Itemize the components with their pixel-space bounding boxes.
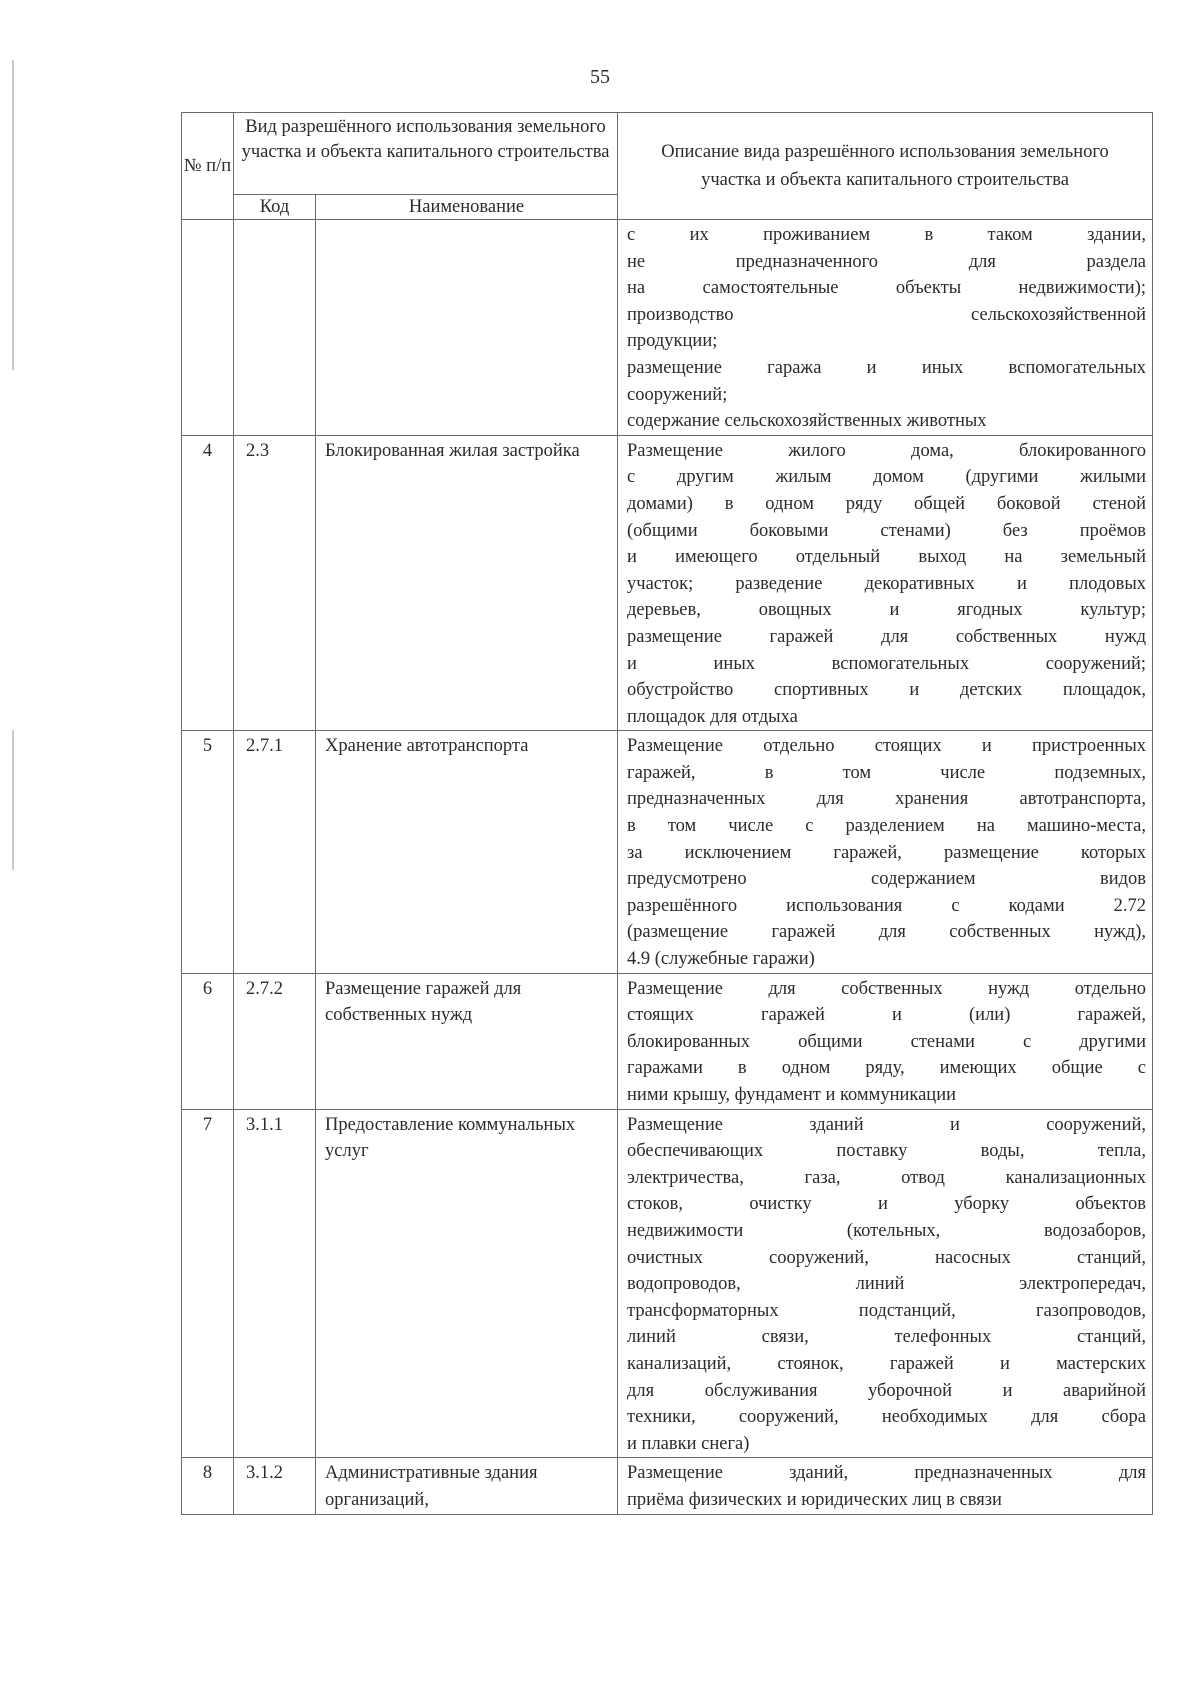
description-line: не предназначенного для раздела (627, 251, 1147, 272)
description-line: трансформаторных подстанций, газопроводов, (627, 1300, 1147, 1321)
row-number (182, 220, 234, 436)
row-name: Блокированная жилая застройка (316, 435, 618, 731)
row-name: Размещение гаражей для собственных нужд (316, 973, 618, 1109)
description-line: деревьев, овощных и ягодных культур; (627, 600, 1147, 621)
description-line: Размещение для собственных нужд отдельно (627, 978, 1147, 999)
row-name: Административные здания организаций, (316, 1458, 618, 1514)
description-line: размещение гаража и иных вспомогательных (627, 357, 1147, 378)
header-name: Наименование (316, 195, 618, 220)
table-body (182, 220, 1153, 1515)
description-line: гаражами в одном ряду, имеющих общие с (627, 1058, 1147, 1079)
scan-edge-mark-top (12, 60, 14, 370)
description-line: обеспечивающих поставку воды, тепла, (627, 1141, 1147, 1162)
table-row (182, 220, 1153, 436)
description-line: ними крышу, фундамент и коммуникации (627, 1085, 956, 1105)
description-line: водопроводов, линий электропередач, (627, 1274, 1147, 1295)
table-row (182, 731, 1153, 973)
description-line: домами) в одном ряду общей боковой стеной (627, 493, 1147, 514)
header-code: Код (234, 195, 316, 220)
table-row (182, 435, 1153, 731)
row-code: 3.1.1 (234, 1109, 316, 1458)
row-code: 2.3 (234, 435, 316, 731)
description-line: техники, сооружений, необходимых для сбора (627, 1407, 1147, 1428)
row-description (618, 220, 1153, 436)
description-line: в том числе с разделением на машино-места, (627, 816, 1147, 837)
description-line: линий связи, телефонных станций, (627, 1327, 1147, 1348)
description-line: сооружений; (627, 384, 728, 405)
description-line: электричества, газа, отвод канализационных (627, 1167, 1147, 1188)
row-number: 8 (182, 1458, 234, 1514)
row-description (618, 1109, 1153, 1458)
description-line: и иных вспомогательных сооружений; (627, 653, 1147, 674)
row-code: 2.7.1 (234, 731, 316, 973)
row-number: 5 (182, 731, 234, 973)
description-line: блокированных общими стенами с другими (627, 1031, 1147, 1052)
description-line: гаражей, в том числе подземных, (627, 762, 1147, 783)
description-line: за исключением гаражей, размещение которых (627, 842, 1147, 863)
description-line: (общими боковыми стенами) без проёмов (627, 520, 1147, 541)
header-number: № п/п (182, 113, 234, 220)
description-line: обустройство спортивных и детских площадок, (627, 680, 1147, 701)
row-description (618, 1458, 1153, 1514)
table-row (182, 973, 1153, 1109)
description-line: 4.9 (служебные гаражи) (627, 949, 815, 970)
description-line: содержание сельскохозяйственных животных (627, 411, 987, 432)
row-description (618, 435, 1153, 731)
land-use-table (181, 112, 1153, 1515)
description-line: предусмотрено содержанием видов (627, 869, 1147, 890)
row-name: Хранение автотранспорта (316, 731, 618, 973)
description-line: участок; разведение декоративных и плодовых (627, 573, 1147, 594)
row-name: Предоставление коммунальных услуг (316, 1109, 618, 1458)
description-line: (размещение гаражей для собственных нужд), (627, 922, 1147, 943)
scan-edge-mark-bottom (12, 730, 14, 870)
row-code: 2.7.2 (234, 973, 316, 1109)
description-line: стоков, очистку и уборку объектов (627, 1194, 1147, 1215)
description-line: Размещение отдельно стоящих и пристроенных (627, 736, 1147, 757)
table-row (182, 1458, 1153, 1514)
header-usage-type: Вид разрешённого использования земельного участка и объекта капитального строительства (234, 113, 618, 195)
row-code (234, 220, 316, 436)
row-description (618, 731, 1153, 973)
description-line: разрешённого использования с кодами 2.72 (627, 895, 1147, 916)
row-name (316, 220, 618, 436)
description-line: предназначенных для хранения автотранспорта, (627, 789, 1147, 810)
row-number: 7 (182, 1109, 234, 1458)
header-description: Описание вида разрешённого использования земельного участка и объекта капитального строительства (618, 113, 1153, 220)
description-line: приёма физических и юридических лиц в связи (627, 1489, 1002, 1510)
description-line: площадок для отдыха (627, 706, 798, 727)
description-line: и имеющего отдельный выход на земельный (627, 547, 1147, 568)
row-code: 3.1.2 (234, 1458, 316, 1514)
description-line: производство сельскохозяйственной (627, 304, 1147, 325)
row-number: 4 (182, 435, 234, 731)
description-line: Размещение зданий и сооружений, (627, 1114, 1147, 1135)
description-line: канализаций, стоянок, гаражей и мастерских (627, 1353, 1147, 1374)
description-line: продукции; (627, 331, 718, 352)
description-line: и плавки снега) (627, 1433, 750, 1454)
description-line: Размещение жилого дома, блокированного (627, 440, 1147, 461)
description-line: размещение гаражей для собственных нужд (627, 626, 1147, 647)
description-line: Размещение зданий, предназначенных для (627, 1463, 1147, 1484)
page-number: 55 (590, 66, 610, 88)
description-line: недвижимости (котельных, водозаборов, (627, 1220, 1147, 1241)
description-line: с их проживанием в таком здании, (627, 225, 1147, 245)
row-description (618, 973, 1153, 1109)
table-row (182, 1109, 1153, 1458)
description-line: стоящих гаражей и (или) гаражей, (627, 1005, 1147, 1026)
row-number: 6 (182, 973, 234, 1109)
description-line: на самостоятельные объекты недвижимости); (627, 278, 1147, 299)
description-line: очистных сооружений, насосных станций, (627, 1247, 1147, 1268)
description-line: для обслуживания уборочной и аварийной (627, 1380, 1147, 1401)
description-line: с другим жилым домом (другими жилыми (627, 467, 1147, 488)
